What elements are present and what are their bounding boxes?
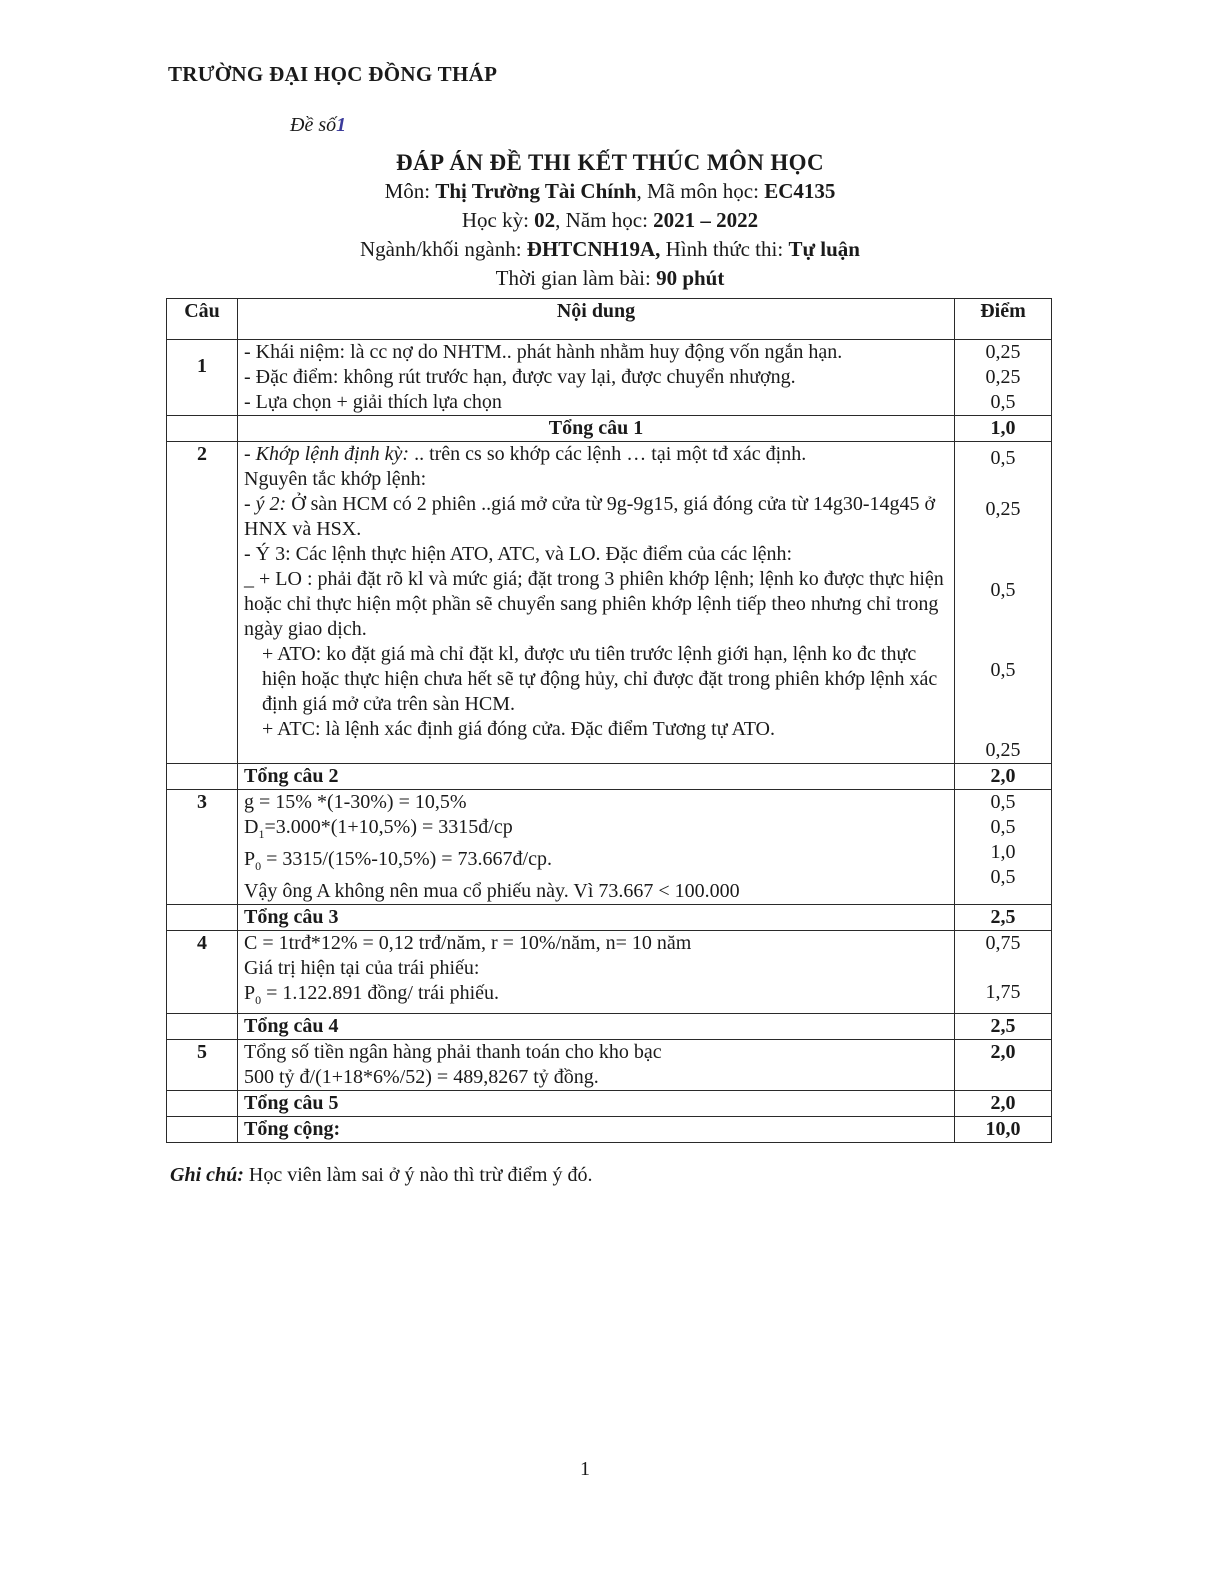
semester-label: Học kỳ: [461, 208, 529, 232]
content-line: 500 tỷ đ/(1+18*6%/52) = 489,8267 tỷ đồng. [244, 1066, 599, 1088]
question-number: 2 [167, 442, 238, 764]
exam-number [290, 114, 346, 137]
code-value: EC4135 [764, 179, 836, 203]
subtotal-points: 2,5 [955, 1014, 1052, 1040]
subtotal-row [167, 1091, 1052, 1117]
question-content [238, 790, 955, 905]
code-label: , Mã môn học: [636, 179, 759, 203]
point-value: 0,25 [985, 498, 1021, 520]
subtotal-row [167, 416, 1052, 442]
exam-number-label: Đề số [290, 114, 337, 136]
grand-total-label: Tổng cộng: [238, 1117, 955, 1143]
point-value: 0,5 [990, 447, 1016, 469]
time-line [330, 264, 890, 293]
footnote [170, 1164, 592, 1187]
content-line: + ATC: là lệnh xác định giá đóng cửa. Đặc điểm Tương tự ATO. [262, 718, 775, 740]
question-points [955, 340, 1052, 416]
major-label: Ngành/khối ngành: [359, 237, 522, 261]
subtotal-points: 2,0 [955, 1091, 1052, 1117]
table-row [167, 1040, 1052, 1091]
point-value: 0,75 [985, 932, 1021, 954]
point-value: 0,25 [985, 341, 1021, 363]
header-points: Điểm [955, 299, 1052, 340]
page-title: ĐÁP ÁN ĐỀ THI KẾT THÚC MÔN HỌC [396, 150, 824, 175]
subtotal-points: 1,0 [955, 416, 1052, 442]
major-value: ĐHTCNH19A, [526, 237, 661, 261]
subtotal-label: Tổng câu 5 [238, 1091, 955, 1117]
question-points [955, 790, 1052, 905]
subject-value: Thị Trường Tài Chính [435, 179, 637, 203]
question-number: 1 [167, 340, 238, 416]
subtotal-points: 2,0 [955, 764, 1052, 790]
question-content [238, 340, 955, 416]
school-name: TRƯỜNG ĐẠI HỌC ĐỒNG THÁP [168, 62, 498, 86]
table-row [167, 931, 1052, 1014]
major-line [330, 235, 890, 264]
year-label: , Năm học: [555, 208, 648, 232]
content-line: C = 1trđ*12% = 0,12 trđ/năm, r = 10%/năm, n= 10 năm [244, 932, 692, 954]
point-value: 0,5 [990, 391, 1016, 413]
question-points [955, 442, 1052, 764]
content-line: Tổng số tiền ngân hàng phải thanh toán cho kho bạc [244, 1041, 662, 1063]
subtotal-row [167, 764, 1052, 790]
question-content [238, 931, 955, 1014]
content-line: _ + LO : phải đặt rõ kl và mức giá; đặt trong 3 phiên khớp lệnh; lệnh ko được thực hiện hoặc chỉ thực hiện một phần sẽ chuyển sang phiên khớp lệnh tiếp theo nhưng chỉ trong ngày giao dịch. [244, 568, 944, 640]
content-line: Nguyên tắc khớp lệnh: [244, 468, 427, 490]
content-line: + ATO: ko đặt giá mà chỉ đặt kl, được ưu tiên trước lệnh giới hạn, lệnh ko đc thực hiện hoặc thực hiện chưa hết sẽ tự động hủy, chỉ được đặt trong phiên khớp lệnh xác định giá mở cửa trên sàn HCM. [262, 643, 938, 715]
subtotal-label: Tổng câu 2 [238, 764, 955, 790]
content-line: - Khái niệm: là cc nợ do NHTM.. phát hành nhằm huy động vốn ngắn hạn. [244, 341, 843, 363]
semester-line [330, 206, 890, 235]
year-value: 2021 – 2022 [653, 208, 759, 232]
table-header-row [167, 299, 1052, 340]
point-value: 1,0 [990, 841, 1016, 863]
content-line: - ý 2: Ở sàn HCM có 2 phiên ..giá mở cửa từ 9g-9g15, giá đóng cửa từ 14g30-14g45 ở HNX và HSX. [244, 493, 936, 540]
subtotal-label: Tổng câu 3 [238, 905, 955, 931]
point-value: 1,75 [985, 981, 1021, 1003]
content-line: Giá trị hiện tại của trái phiếu: [244, 957, 480, 979]
content-line: $P_0 = 1.122.891$ đồng/ trái phiếu. [244, 982, 500, 1007]
time-label: Thời gian làm bài: [495, 266, 651, 290]
semester-value: 02 [534, 208, 556, 232]
question-points [955, 931, 1052, 1014]
subtotal-row [167, 905, 1052, 931]
point-value: 0,5 [990, 659, 1016, 681]
question-content [238, 442, 955, 764]
exam-number-value: 1 [336, 114, 347, 136]
point-value: 0,25 [985, 739, 1021, 761]
format-label: Hình thức thi: [665, 237, 784, 261]
content-line: - Đặc điểm: không rút trước hạn, được vay lại, được chuyển nhượng. [244, 366, 796, 388]
point-value: 0,5 [990, 791, 1016, 813]
note-label: Ghi chú: [170, 1164, 244, 1186]
content-line: - Ý 3: Các lệnh thực hiện ATO, ATC, và LO. Đặc điểm của các lệnh: [244, 543, 793, 565]
answer-table [166, 298, 1052, 1143]
note-text: Học viên làm sai ở ý nào thì trừ điểm ý đó. [243, 1164, 593, 1186]
subtotal-row [167, 1014, 1052, 1040]
content-line: $P_0 = 3315/(15\%-10,5\%)$ = 73.667đ/cp. [244, 848, 552, 873]
point-value: 2,0 [990, 1041, 1016, 1063]
exam-header [330, 148, 890, 293]
content-line: - Khớp lệnh định kỳ: .. trên cs so khớp các lệnh … tại một tđ xác định. [244, 443, 807, 465]
subtotal-label: Tổng câu 4 [238, 1014, 955, 1040]
page-number: 1 [580, 1458, 590, 1480]
content-line: g = 15% *(1-30%) = 10,5% [244, 791, 467, 813]
header-content: Nội dung [238, 299, 955, 340]
point-value: 0,25 [985, 366, 1021, 388]
table-row [167, 340, 1052, 416]
table-row [167, 790, 1052, 905]
point-value: 0,5 [990, 816, 1016, 838]
content-line: Vậy ông A không nên mua cổ phiếu này. Vì 73.667 < 100.000 [244, 880, 740, 902]
content-line: - Lựa chọn + giải thích lựa chọn [244, 391, 502, 413]
time-value: 90 phút [656, 266, 725, 290]
question-content [238, 1040, 955, 1091]
header-question: Câu [167, 299, 238, 340]
question-number: 5 [167, 1040, 238, 1091]
grand-total-points: 10,0 [955, 1117, 1052, 1143]
format-value: Tự luận [788, 237, 860, 261]
question-number: 4 [167, 931, 238, 1014]
table-row [167, 442, 1052, 764]
grand-total-row [167, 1117, 1052, 1143]
point-value: 0,5 [990, 579, 1016, 601]
content-line: $D_1=3.000*(1+10,5\%)$ = 3315đ/cp [244, 816, 513, 841]
subject-line [330, 177, 890, 206]
point-value: 0,5 [990, 866, 1016, 888]
question-number: 3 [167, 790, 238, 905]
question-points [955, 1040, 1052, 1091]
subtotal-label: Tổng câu 1 [238, 416, 955, 442]
subject-label: Môn: [384, 179, 431, 203]
subtotal-points: 2,5 [955, 905, 1052, 931]
